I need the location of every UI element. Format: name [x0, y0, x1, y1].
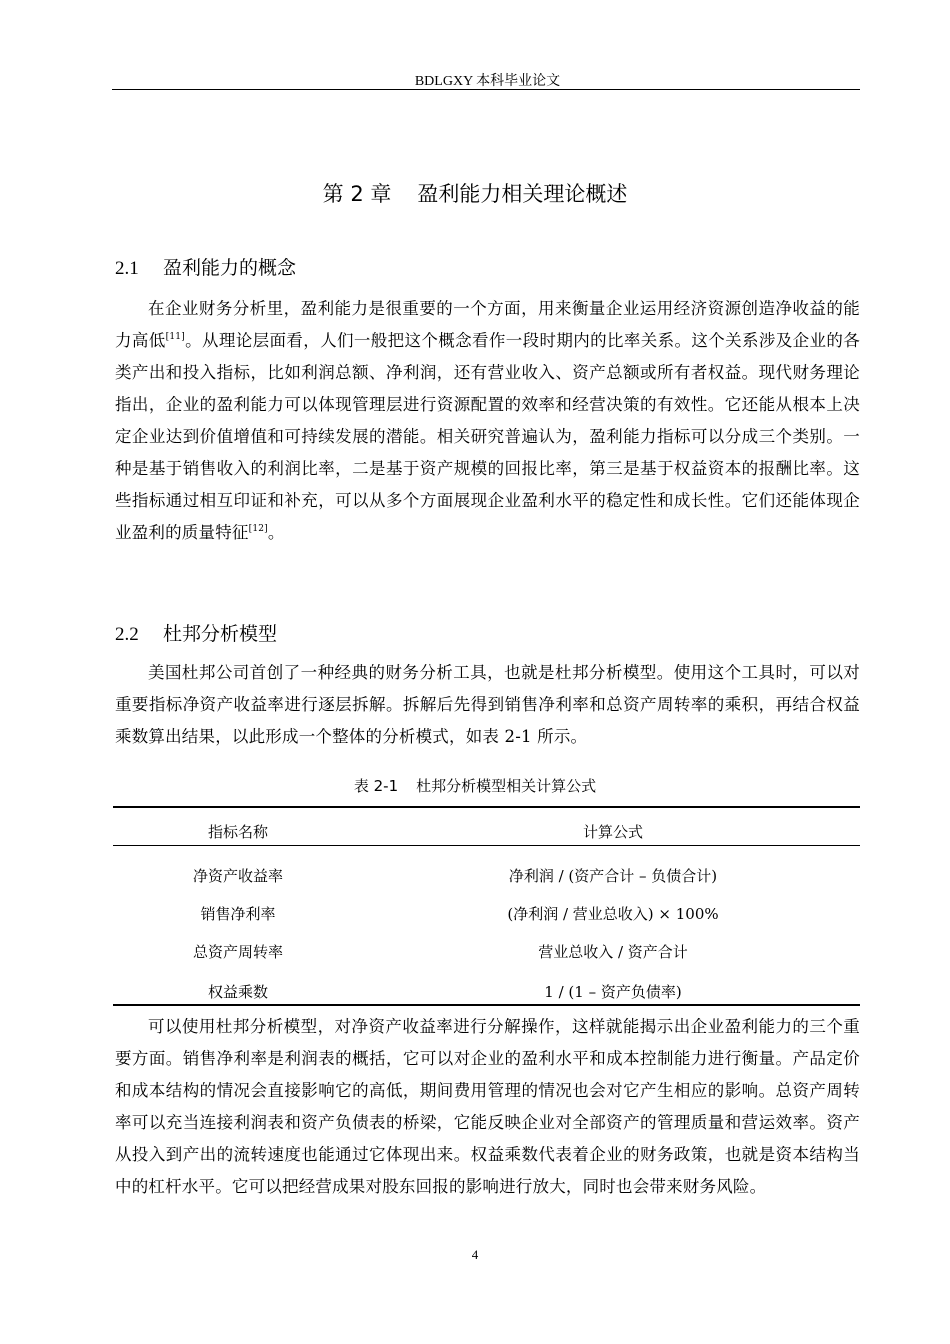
running-header: BDLGXY 本科毕业论文 [414, 74, 561, 89]
table-row [113, 902, 860, 922]
table-bottom-rule [113, 1004, 860, 1006]
chapter-title: 盈利能力相关理论概述 [417, 182, 628, 206]
table-header-cell: 计算公式 [582, 823, 643, 840]
header-rule [112, 89, 860, 90]
citation-ref: [12] [248, 524, 268, 534]
table-header-cell: 指标名称 [207, 823, 268, 840]
table-row [113, 864, 860, 884]
paragraph-profitability-concept: 在企业财务分析里，盈利能力是很重要的一个方面，用来衡量企业运用经济资源创造净收益的能力高低[11]。从理论层面看，人们一般把这个概念看作一段时期内的比率关系。这个关系涉及企业的各类产出和投入指标，比如利润总额、净利润，还有营业收入、资产总额或所有者权益。现代财务理论指出，企业的盈利能力可以体现管理层进行资源配置的效率和经营决策的有效性。它还能从根本上决定企业达到价值增值和可持续发展的潜能。相关研究普遍认为，盈利能力指标可以分成三个类别。一种是基于销售收入的利润比率，二是基于资产规模的回报比率，第三是基于权益资本的报酬比率。这些指标通过相互印证和补充，可以从多个方面展现企业盈利水平的稳定性和成长性。它们还能体现企业盈利的质量特征[12]。 [115, 299, 861, 542]
table-cell: 权益乘数 [207, 983, 268, 1000]
table-header-row [113, 820, 860, 840]
section-heading-2-1 [115, 253, 296, 280]
chapter-number: 第 2 章 [322, 182, 392, 206]
table-cell: 净资产收益率 [192, 867, 283, 884]
page-number: 4 [471, 1247, 479, 1262]
table-header-rule [113, 845, 860, 846]
section-heading-2-2 [115, 619, 277, 646]
table-cell: 净利润 / (资产合计 – 负债合计) [508, 867, 718, 884]
section-title: 杜邦分析模型 [163, 623, 278, 645]
section-number: 2.2 [115, 624, 139, 645]
citation-ref: [11] [165, 332, 185, 342]
table-cell: 销售净利率 [200, 905, 276, 922]
table-row [113, 940, 860, 960]
paragraph-dupont-intro: 美国杜邦公司首创了一种经典的财务分析工具，也就是杜邦分析模型。使用这个工具时，可以对重要指标净资产收益率进行逐层拆解。拆解后先得到销售净利率和总资产周转率的乘积，再结合权益乘数算出结果，以此形成一个整体的分析模式，如表 2-1 所示。 [115, 663, 860, 746]
paragraph-dupont-analysis: 可以使用杜邦分析模型，对净资产收益率进行分解操作，这样就能揭示出企业盈利能力的三个重要方面。销售净利率是利润表的概括，它可以对企业的盈利水平和成本控制能力进行衡量。产品定价和成本结构的情况会直接影响它的高低，期间费用管理的情况也会对它产生相应的影响。总资产周转率可以充当连接利润表和资产负债表的桥梁，它能反映企业对全部资产的管理质量和营运效率。资产从投入到产出的流转速度也能通过它体现出来。权益乘数代表着企业的财务政策，也就是资本结构当中的杠杆水平。它可以把经营成果对股东回报的影响进行放大，同时也会带来财务风险。 [115, 1017, 860, 1196]
chapter-heading [0, 178, 950, 208]
section-number: 2.1 [115, 258, 139, 279]
table-top-rule [113, 806, 860, 808]
table-caption-number: 表 2-1 [353, 777, 399, 795]
table-row [113, 980, 860, 1000]
table-cell: 1 / (1 – 资产负债率) [544, 983, 682, 1000]
table-caption-title: 杜邦分析模型相关计算公式 [416, 777, 597, 795]
section-title: 盈利能力的概念 [163, 257, 297, 279]
table-cell: 营业总收入 / 资产合计 [538, 943, 688, 960]
table-cell: 总资产周转率 [192, 943, 283, 960]
table-cell: (净利润 / 营业总收入) × 100% [507, 905, 719, 922]
table-caption [0, 775, 950, 796]
dupont-formula-table [113, 806, 860, 1007]
